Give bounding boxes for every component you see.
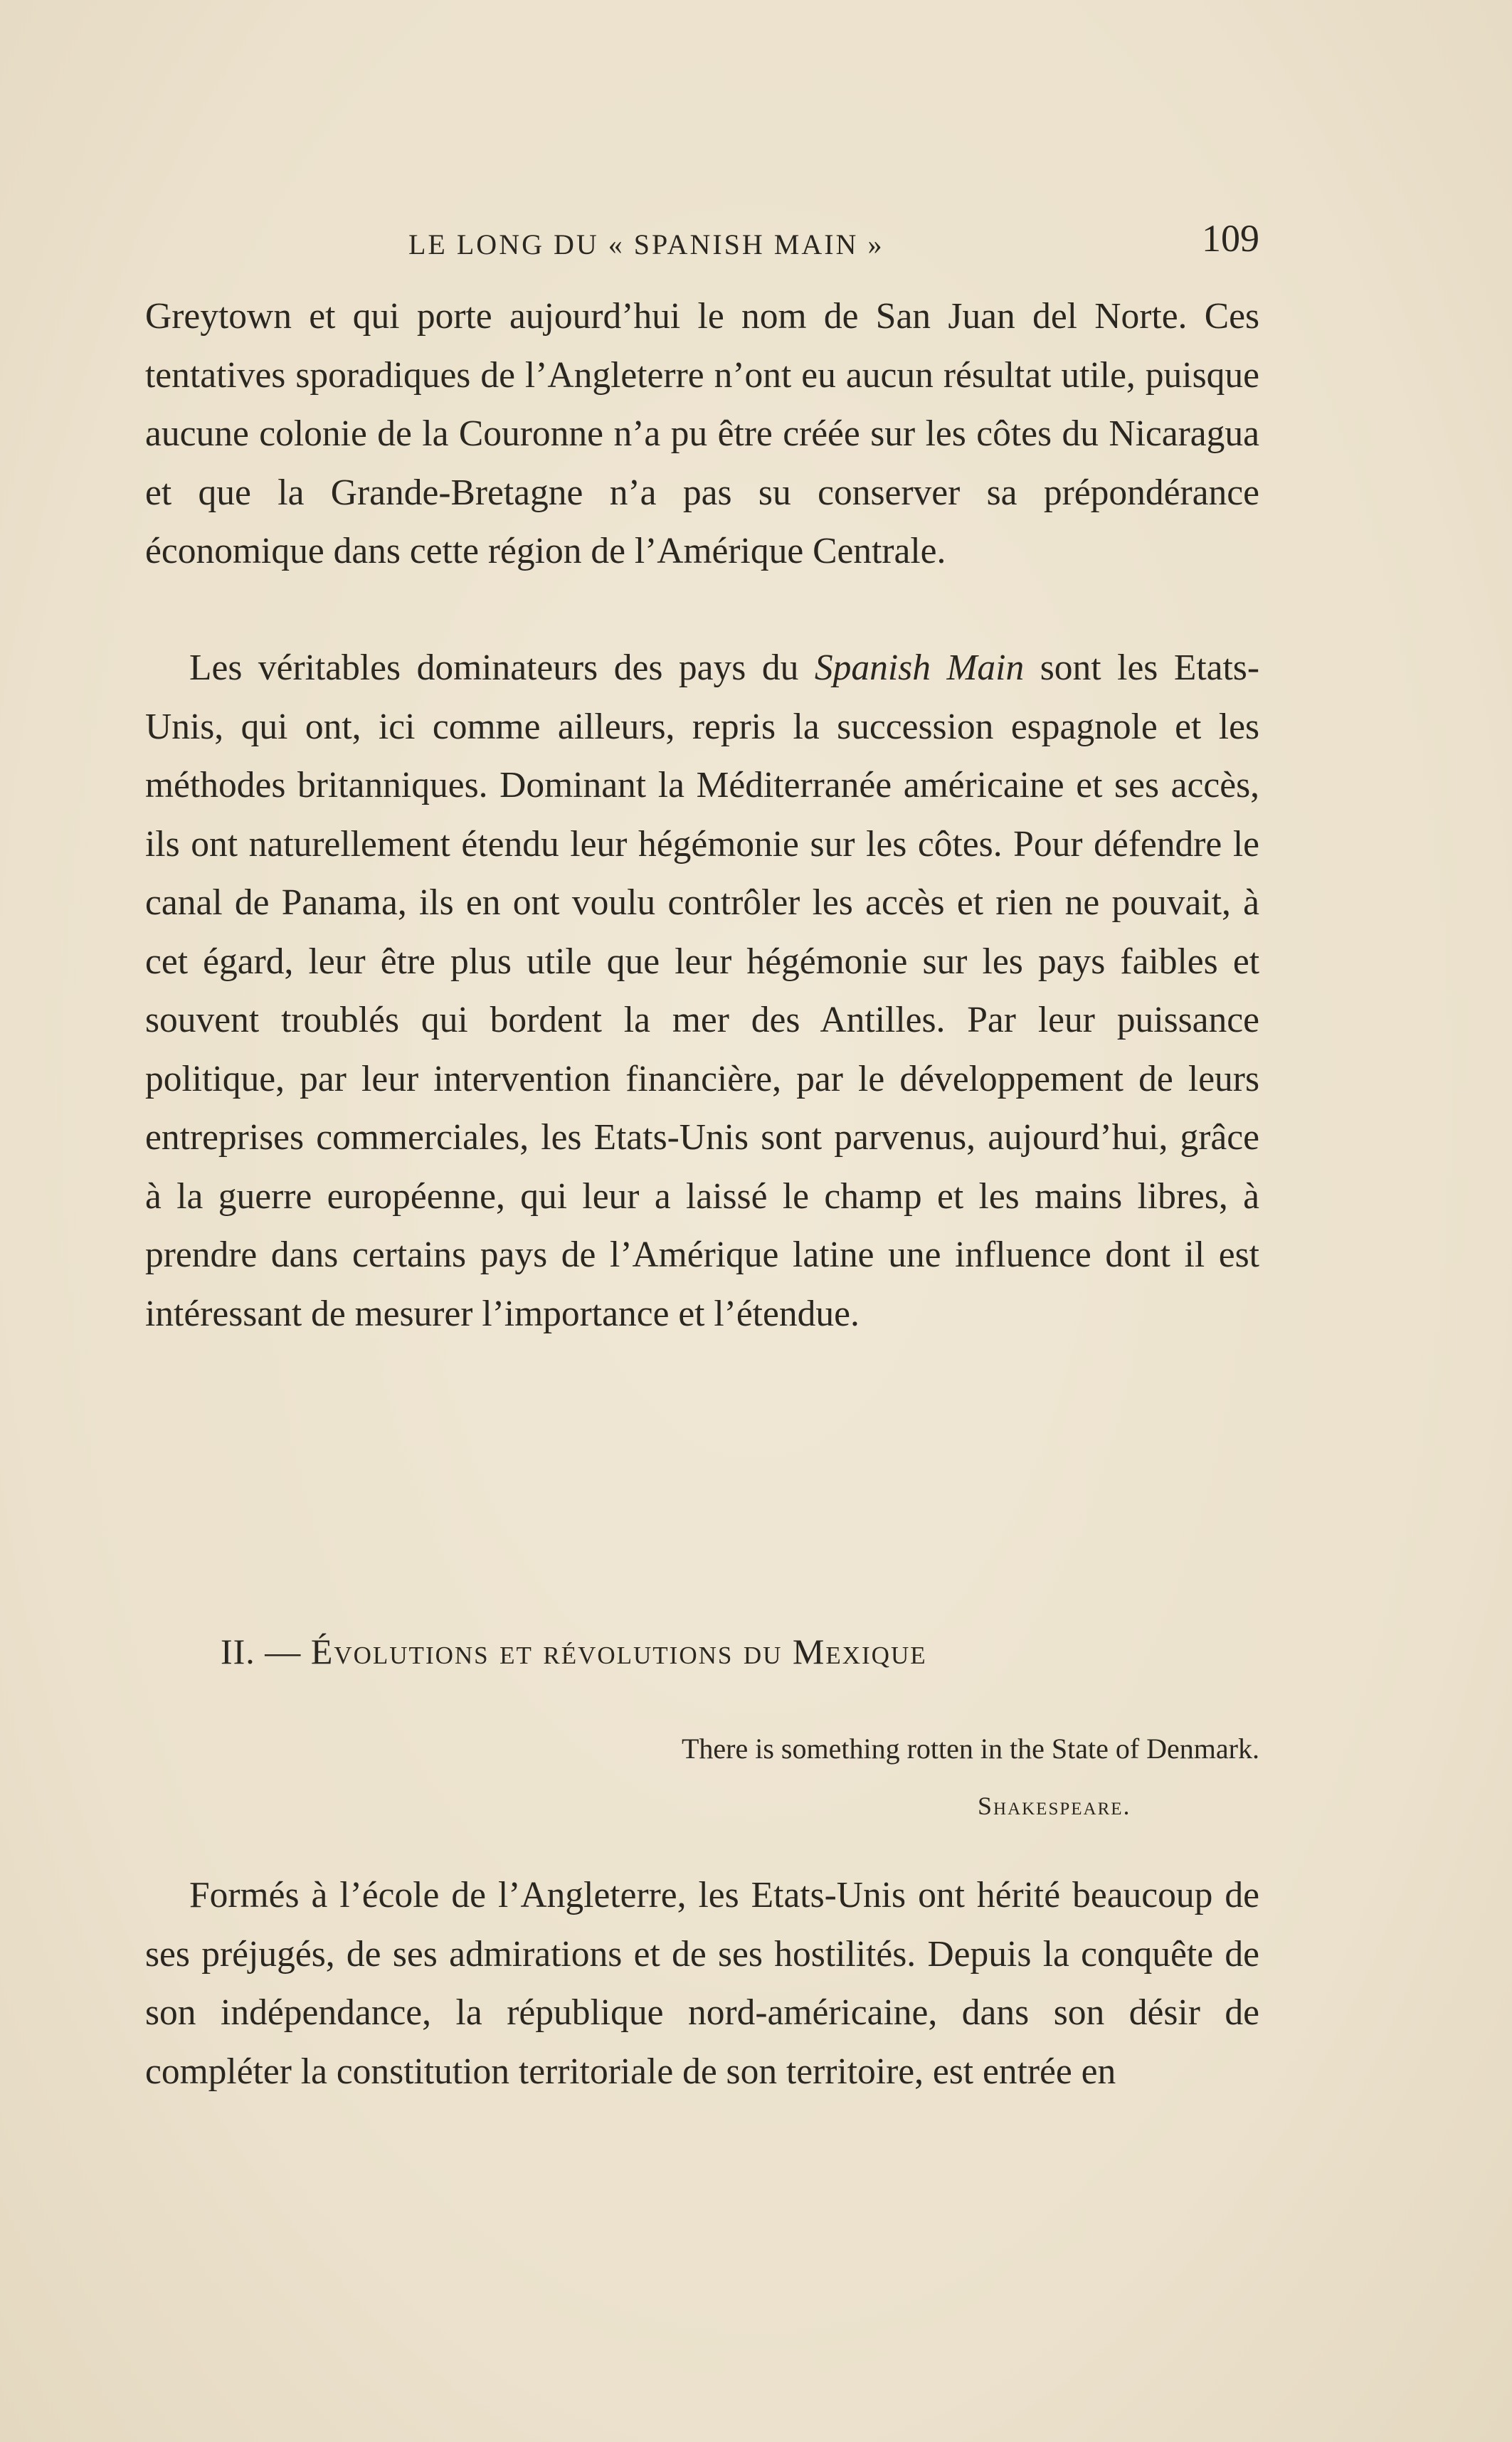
- paragraph-2-rest: sont les Etats-Unis, qui ont, ici comme ailleurs, repris la succession espagnole et les méthodes britanniques. Dominant la Méditerranée américaine et ses accès, ils ont naturellement étendu leur hégémonie sur les côtes. Pour défendre le canal de Panama, ils en ont voulu contrôler les accès et rien ne pouvait, à cet égard, leur être plus utile que leur hégémonie sur les pays faibles et souvent troublés qui bordent la mer des Antilles. Par leur puissance politique, par leur intervention financière, par le développement de leurs entreprises commerciales, les Etats-Unis sont parvenus, aujourd’hui, grâce à la guerre européenne, qui leur a laissé le champ et les mains libres, à prendre dans certains pays de l’Amérique latine une influence dont il est intéressant de mesurer l’importance et l’étendue.: [145, 648, 1259, 1334]
- paragraph-2: [145, 639, 1259, 1343]
- section-number: II. —: [221, 1632, 311, 1671]
- epigraph-author: Shakespeare.: [978, 1792, 1131, 1820]
- epigraph-quote: There is something rotten in the State of Denmark.: [681, 1733, 1259, 1765]
- paragraph-2-lead: Les véritables dominateurs des pays du: [189, 648, 815, 688]
- page-header: [145, 213, 1259, 270]
- running-title: LE LONG DU « SPANISH MAIN »: [408, 228, 884, 260]
- paragraph-2-emphasis: Spanish Main: [814, 648, 1025, 688]
- section-title: Évolutions et révolutions du Mexique: [310, 1632, 927, 1671]
- page-number: 109: [1202, 217, 1259, 260]
- paragraph-3: Formés à l’école de l’Angleterre, les Etats-Unis ont hérité beaucoup de ses préjugés, de ses admirations et de ses hostilités. Depuis la conquête de son indépendance, la république nord-américaine, dans son désir de compléter la constitution territoriale de son territoire, est entrée en: [145, 1875, 1259, 2092]
- section-heading: [221, 1631, 927, 1672]
- paragraph-1: Greytown et qui porte aujourd’hui le nom de San Juan del Norte. Ces tentatives sporadiques de l’Angleterre n’ont eu aucun résultat utile, puisque aucune colonie de la Couronne n’a pu être créée sur les côtes du Nicaragua et que la Grande-Bretagne n’a pas su conserver sa prépondérance économique dans cette région de l’Amérique Centrale.: [145, 296, 1259, 571]
